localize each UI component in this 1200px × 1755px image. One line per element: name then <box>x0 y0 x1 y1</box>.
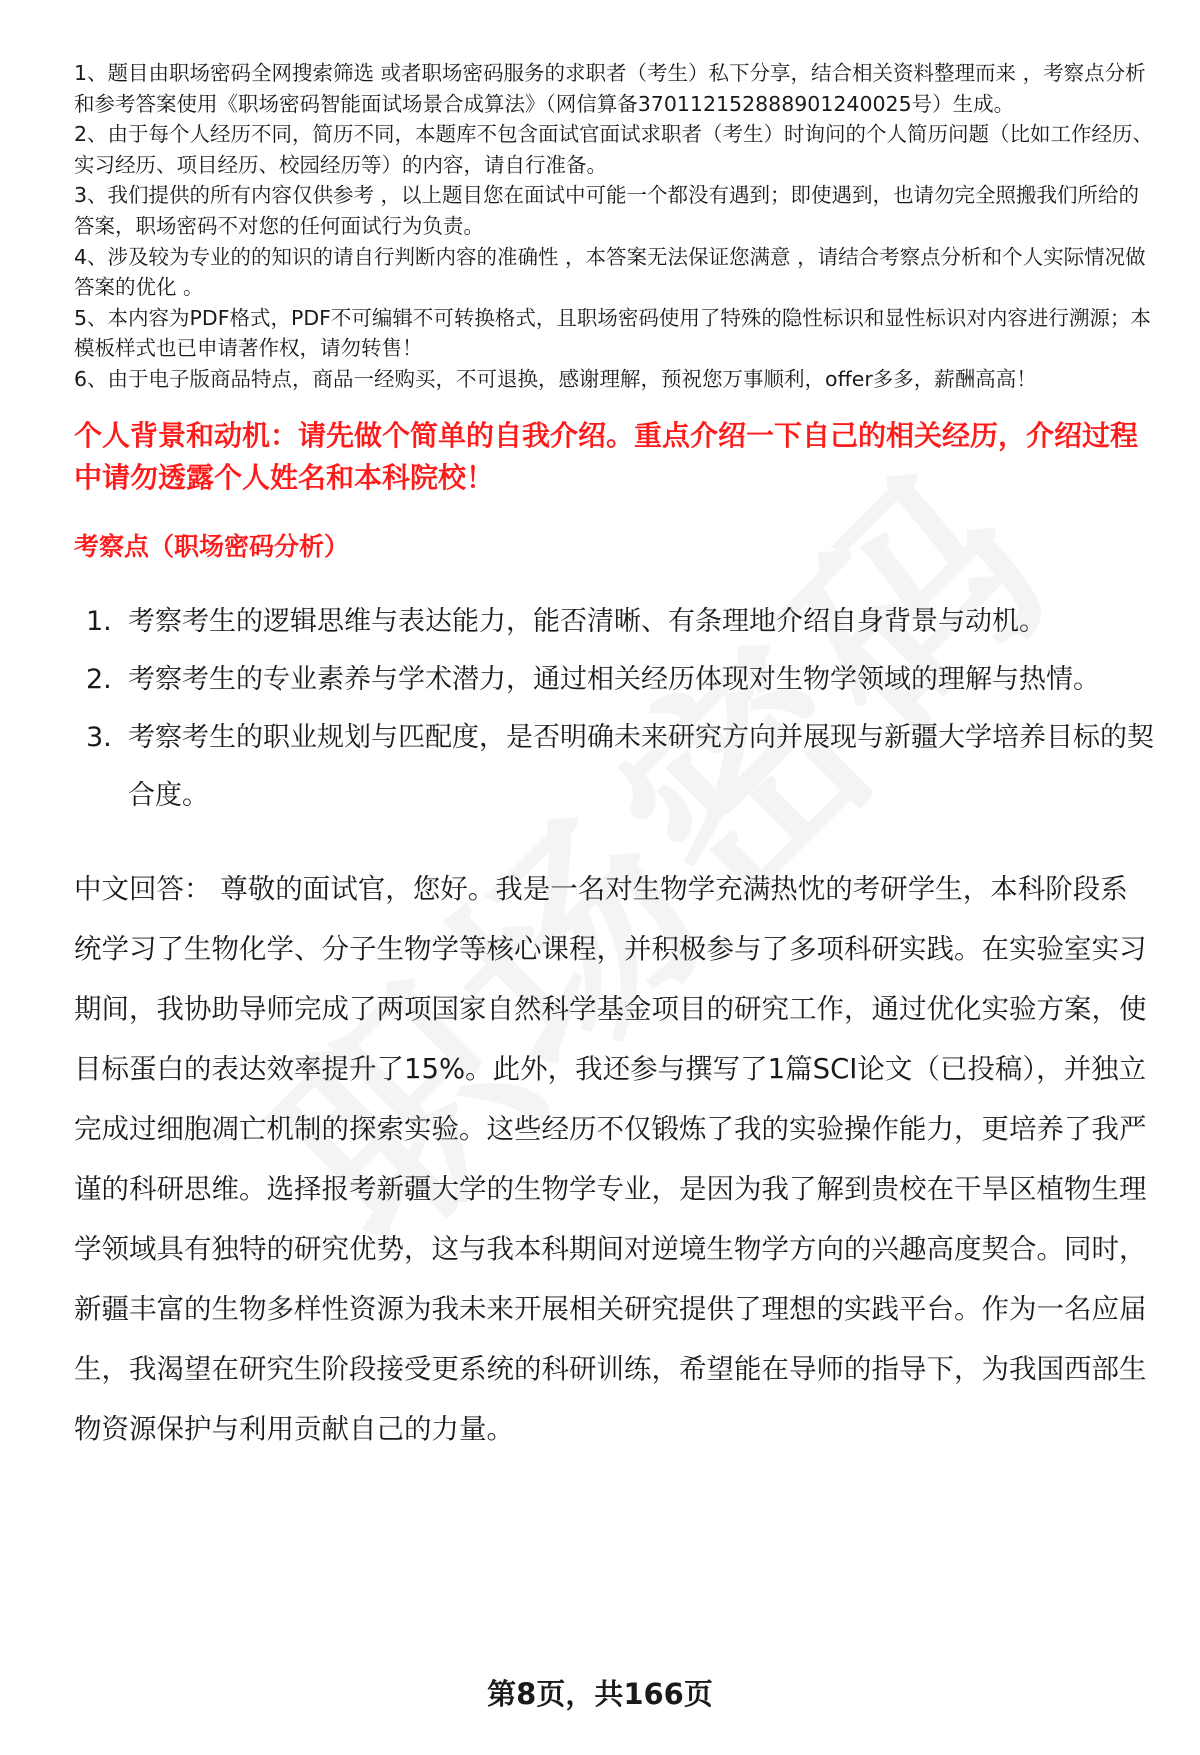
notice-item: 1、题目由职场密码全网搜索筛选 或者职场密码服务的求职者（考生）私下分享，结合相关资料整理而来 ，考察点分析和参考答案使用《职场密码智能面试场景合成算法》（网信算备370112152888901240025号）生成。 <box>74 61 1146 116</box>
notice-item: 4、涉及较为专业的的知识的请自行判断内容的准确性 ，本答案无法保证您满意 ，请结合考察点分析和个人实际情况做答案的优化 。 <box>74 244 1146 300</box>
notice-block <box>74 58 1154 395</box>
notice-item: 5、本内容为PDF格式，PDF不可编辑不可转换格式，且职场密码使用了特殊的隐性标识和显性标识对内容进行溯源；本模板样式也已申请著作权，请勿转售！ <box>74 305 1151 361</box>
notice-item: 6、由于电子版商品特点，商品一经购买，不可退换，感谢理解，预祝您万事顺利，offer多多，薪酬高高！ <box>74 366 1037 391</box>
question-heading: 个人背景和动机：请先做个简单的自我介绍。重点介绍一下自己的相关经历，介绍过程中请勿透露个人姓名和本科院校！ <box>74 418 1139 494</box>
analysis-points-list <box>74 593 1154 825</box>
analysis-point <box>74 651 1154 709</box>
point-text: 考察考生的职业规划与匹配度，是否明确未来研究方向并展现与新疆大学培养目标的契合度。 <box>128 721 1154 811</box>
point-text: 考察考生的专业素养与学术潜力，通过相关经历体现对生物学领域的理解与热情。 <box>128 663 1100 695</box>
point-number: 2. <box>86 663 112 695</box>
analysis-heading: 考察点（职场密码分析） <box>74 531 350 561</box>
analysis-point <box>74 593 1154 651</box>
page-footer: 第8页，共166页 <box>487 1677 713 1711</box>
point-number: 3. <box>86 721 112 753</box>
analysis-point <box>74 709 1154 825</box>
answer-paragraph: 中文回答： 尊敬的面试官，您好。我是一名对生物学充满热忱的考研学生，本科阶段系统学习了生物化学、分子生物学等核心课程，并积极参与了多项科研实践。在实验室实习期间，我协助导师完成了两项国家自然科学基金项目的研究工作，通过优化实验方案，使目标蛋白的表达效率提升了15%。此外，我还参与撰写了1篇SCI论文（已投稿），并独立完成过细胞凋亡机制的探索实验。这些经历不仅锻炼了我的实验操作能力，更培养了我严谨的科研思维。选择报考新疆大学的生物学专业，是因为我了解到贵校在干旱区植物生理学领域具有独特的研究优势，这与我本科期间对逆境生物学方向的兴趣高度契合。同时，新疆丰富的生物多样性资源为我未来开展相关研究提供了理想的实践平台。作为一名应届生，我渴望在研究生阶段接受更系统的科研训练，希望能在导师的指导下，为我国西部生物资源保护与利用贡献自己的力量。 <box>74 872 1147 1445</box>
page-content <box>74 58 1154 1459</box>
point-text: 考察考生的逻辑思维与表达能力，能否清晰、有条理地介绍自身背景与动机。 <box>128 605 1046 637</box>
point-number: 1. <box>86 605 112 637</box>
notice-item: 2、由于每个人经历不同，简历不同，本题库不包含面试官面试求职者（考生）时询问的个人简历问题（比如工作经历、实习经历、项目经历、校园经历等）的内容，请自行准备。 <box>74 122 1154 177</box>
notice-item: 3、我们提供的所有内容仅供参考 ，以上题目您在面试中可能一个都没有遇到；即使遇到，也请勿完全照搬我们所给的答案，职场密码不对您的任何面试行为负责。 <box>74 183 1140 238</box>
